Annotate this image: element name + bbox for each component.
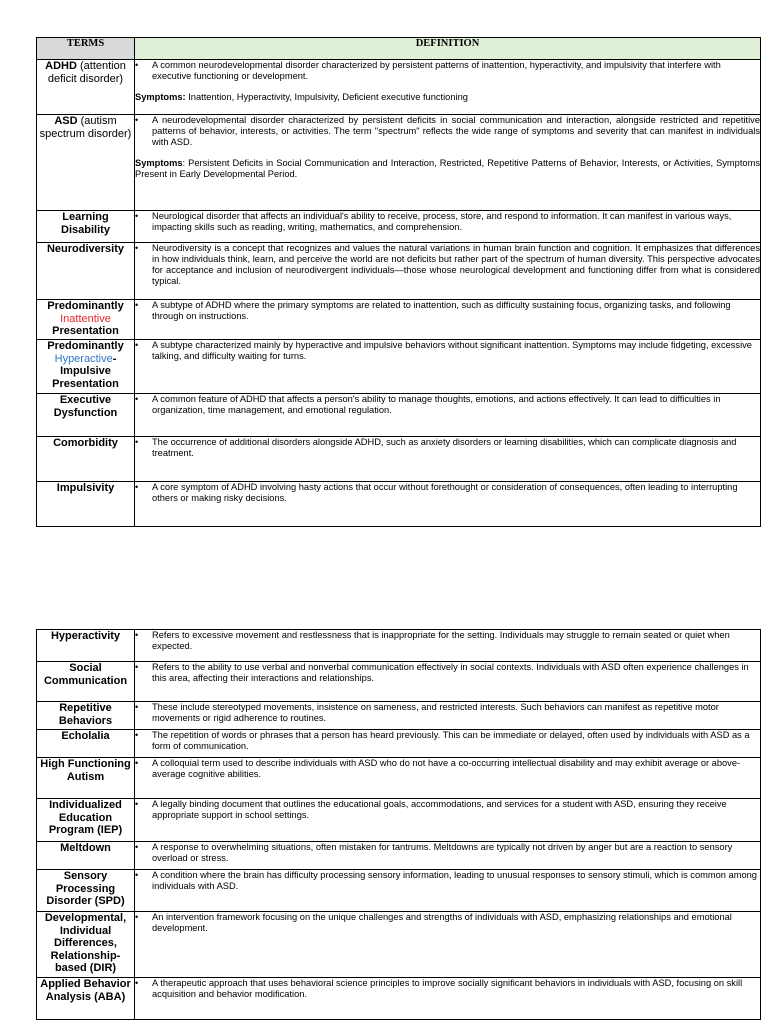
definition-cell xyxy=(135,482,761,527)
bullet-icon: • xyxy=(135,842,139,852)
term-cell xyxy=(37,340,135,394)
term-cell: Repetitive Behaviors xyxy=(37,702,135,730)
table-row xyxy=(37,842,761,870)
term-cell: Applied Behavior Analysis (ABA) xyxy=(37,978,135,1020)
bullet-icon: • xyxy=(135,978,139,988)
definition-text: A colloquial term used to describe individuals with ASD who do not have a co-occurring intellectual disability and may exhibit average or above-average cognitive abilities. xyxy=(152,758,741,779)
table-row xyxy=(37,243,761,300)
table-row xyxy=(37,115,761,211)
table-row xyxy=(37,870,761,912)
table-row xyxy=(37,978,761,1020)
definition-cell xyxy=(135,662,761,702)
table-row xyxy=(37,630,761,662)
symptoms-list: Inattention, Hyperactivity, Impulsivity, Deficient executive functioning xyxy=(185,92,468,102)
definition-cell xyxy=(135,243,761,300)
table-row xyxy=(37,482,761,527)
definition-text: A neurodevelopmental disorder characterized by persistent deficits in social communication and interaction, alongside restricted and repetitive patterns of behavior, interests, or activities. The term "spectrum" reflects the wide range of symptoms and severity that can manifest in individuals with ASD. xyxy=(152,115,760,147)
definition-cell xyxy=(135,437,761,482)
bullet-icon: • xyxy=(135,394,139,404)
symptoms-label: Symptoms xyxy=(135,158,183,168)
bullet-icon: • xyxy=(135,912,139,922)
table-row xyxy=(37,437,761,482)
table-row xyxy=(37,799,761,842)
term-cell: Comorbidity xyxy=(37,437,135,482)
bullet-icon: • xyxy=(135,630,139,640)
term-cell xyxy=(37,60,135,115)
definition-cell xyxy=(135,978,761,1020)
definition-cell xyxy=(135,394,761,437)
table-row xyxy=(37,662,761,702)
definition-cell xyxy=(135,799,761,842)
definition-cell xyxy=(135,630,761,662)
bullet-icon: • xyxy=(135,799,139,809)
definition-cell xyxy=(135,912,761,978)
definition-text: Refers to excessive movement and restlessness that is inappropriate for the setting. Individuals may struggle to remain seated or quiet when expected. xyxy=(152,630,730,651)
definition-cell xyxy=(135,758,761,799)
bullet-icon: • xyxy=(135,300,139,310)
definition-text: A subtype of ADHD where the primary symptoms are related to inattention, such as difficulty sustaining focus, organizing tasks, and following through on instructions. xyxy=(152,300,731,321)
definition-text: Neurodiversity is a concept that recognizes and values the natural variations in human brain function and cognition. It emphasizes that differences in how individuals think, learn, and perceive the world are not deficits but rather part of the spectrum of human diversity. This perspective advocates for acceptance and inclusion of neurodivergent individuals—those whose neurological development and functioning differ from what is considered typical. xyxy=(152,243,760,286)
term-label-suffix: -Impulsive Presentation xyxy=(52,352,119,390)
term-cell: High Functioning Autism xyxy=(37,758,135,799)
definition-text: A subtype characterized mainly by hyperactive and impulsive behaviors without significant inattention. Symptoms may include fidgeting, excessive talking, and difficulty waiting for turns. xyxy=(152,340,752,361)
term-cell xyxy=(37,115,135,211)
table-row xyxy=(37,340,761,394)
definition-text: Refers to the ability to use verbal and nonverbal communication effectively in social contexts. Individuals with ASD often experience challenges in this area, affecting their interactions and relationships. xyxy=(152,662,749,683)
definition-cell xyxy=(135,300,761,340)
definition-cell xyxy=(135,842,761,870)
definition-text: An intervention framework focusing on the unique challenges and strengths of individuals with ASD, emphasizing relationships and emotional development. xyxy=(152,912,732,933)
term-cell: Sensory Processing Disorder (SPD) xyxy=(37,870,135,912)
glossary-table-1 xyxy=(36,37,761,527)
term-highlight: Inattentive xyxy=(60,312,111,325)
term-cell: Executive Dysfunction xyxy=(37,394,135,437)
definition-cell xyxy=(135,730,761,758)
term-cell: Neurodiversity xyxy=(37,243,135,300)
terms-header: TERMS xyxy=(37,38,135,60)
definition-text: A condition where the brain has difficulty processing sensory information, leading to unusual responses to sensory stimuli, which is common among individuals with ASD. xyxy=(152,870,757,891)
definition-text: A legally binding document that outlines the educational goals, accommodations, and services for a student with ASD, ensuring they receive appropriate support in school settings. xyxy=(152,799,727,820)
definition-cell xyxy=(135,702,761,730)
term-cell: Hyperactivity xyxy=(37,630,135,662)
definition-text: These include stereotyped movements, insistence on sameness, and restricted interests. Such behaviors can manifest as repetitive motor movements or rigid adherence to routines. xyxy=(152,702,719,723)
symptoms-label: Symptoms: xyxy=(135,92,186,102)
definition-text: A common feature of ADHD that affects a person's ability to manage thoughts, emotions, and actions effectively. It can lead to difficulties in organization, time management, and emotional regulation. xyxy=(152,394,721,415)
definition-text: The occurrence of additional disorders alongside ADHD, such as anxiety disorders or learning disabilities, which can complicate diagnosis and treatment. xyxy=(152,437,737,458)
definition-text: Neurological disorder that affects an individual's ability to receive, process, store, and respond to information. It can manifest in various ways, impacting skills such as reading, writing, mathematics, and comprehension. xyxy=(152,211,732,232)
bullet-icon: • xyxy=(135,211,139,221)
term-label: ADHD xyxy=(45,60,77,72)
definition-cell xyxy=(135,115,761,211)
term-cell: Social Communication xyxy=(37,662,135,702)
definition-header: DEFINITION xyxy=(135,38,761,60)
bullet-icon: • xyxy=(135,662,139,672)
term-cell xyxy=(37,300,135,340)
term-cell: Developmental, Individual Differences, Relationship-based (DIR) xyxy=(37,912,135,978)
table-row xyxy=(37,758,761,799)
definition-text: A common neurodevelopmental disorder characterized by persistent patterns of inattention, hyperactivity, and impulsivity that interfere with executive functioning or development. xyxy=(152,60,721,81)
bullet-icon: • xyxy=(135,758,139,768)
symptoms-list: : Persistent Deficits in Social Communication and Interaction, Restricted, Repetitive Patterns of Behavior, Interests, or Activities, Symptoms Present in Early Developmental Period. xyxy=(135,158,760,179)
table-row xyxy=(37,702,761,730)
definition-text: The repetition of words or phrases that a person has heard previously. This can be immediate or delayed, often used by individuals with ASD as a form of communication. xyxy=(152,730,750,751)
bullet-icon: • xyxy=(135,702,139,712)
bullet-icon: • xyxy=(135,870,139,880)
term-label-suffix: Presentation xyxy=(52,325,119,337)
bullet-icon: • xyxy=(135,482,139,492)
bullet-icon: • xyxy=(135,243,139,253)
bullet-icon: • xyxy=(135,730,139,740)
term-label-expansion: (autism spectrum disorder) xyxy=(39,115,132,140)
bullet-icon: • xyxy=(135,437,139,447)
bullet-icon: • xyxy=(135,115,139,125)
definition-cell xyxy=(135,211,761,243)
term-cell: Meltdown xyxy=(37,842,135,870)
definition-cell xyxy=(135,870,761,912)
term-cell: Learning Disability xyxy=(37,211,135,243)
term-cell: Individualized Education Program (IEP) xyxy=(37,799,135,842)
table-row xyxy=(37,300,761,340)
symptoms-text xyxy=(135,92,760,103)
term-label: ASD xyxy=(54,115,78,127)
header-row xyxy=(37,38,761,60)
definition-text: A core symptom of ADHD involving hasty actions that occur without forethought or consideration of consequences, often leading to interrupting others or making risky decisions. xyxy=(152,482,738,503)
symptoms-text xyxy=(135,158,760,180)
term-label: Predominantly xyxy=(47,300,124,312)
table-row xyxy=(37,394,761,437)
term-label: Predominantly xyxy=(47,340,124,352)
term-label-expansion: (attention deficit disorder) xyxy=(47,60,126,85)
definition-text: A therapeutic approach that uses behavioral science principles to improve socially significant behaviors in individuals with ASD, focusing on skill acquisition and behavior modification. xyxy=(152,978,743,999)
term-cell: Echolalia xyxy=(37,730,135,758)
table-row xyxy=(37,60,761,115)
table-row xyxy=(37,730,761,758)
bullet-icon: • xyxy=(135,60,139,70)
bullet-icon: • xyxy=(135,340,139,350)
table-row xyxy=(37,211,761,243)
definition-cell xyxy=(135,60,761,115)
definition-text: A response to overwhelming situations, often mistaken for tantrums. Meltdowns are typically not driven by anger but are a reaction to sensory overload or stress. xyxy=(152,842,733,863)
term-highlight: Hyperactive xyxy=(54,352,113,365)
definition-cell xyxy=(135,340,761,394)
table-row xyxy=(37,912,761,978)
term-cell: Impulsivity xyxy=(37,482,135,527)
glossary-table-2 xyxy=(36,629,761,1020)
